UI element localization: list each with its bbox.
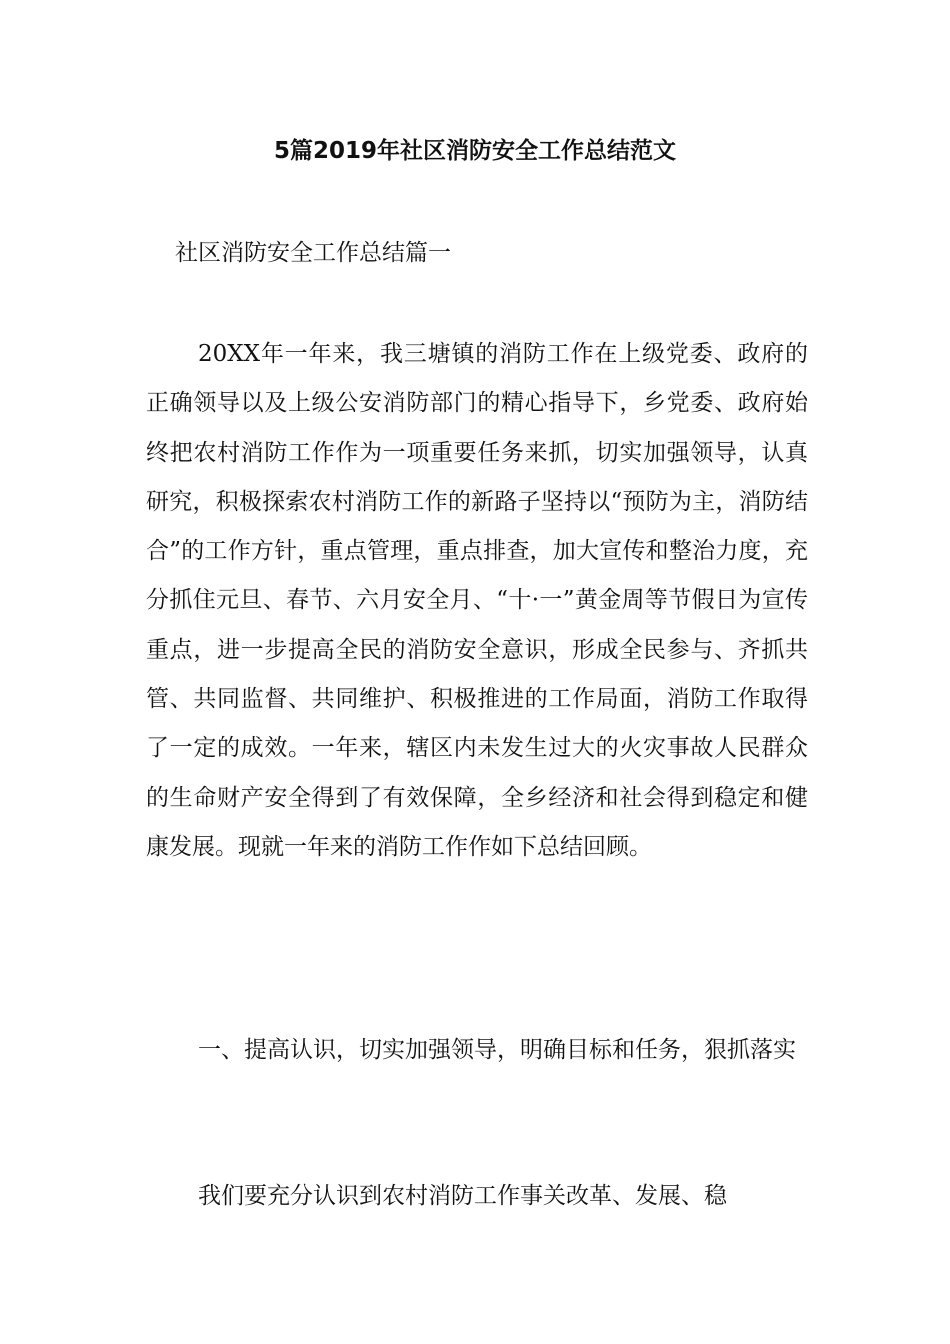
section-heading: 社区消防安全工作总结篇一 [175, 240, 451, 266]
body-paragraph: 我们要充分认识到农村消防工作事关改革、发展、稳 [198, 1183, 727, 1209]
document-title: 5篇2019年社区消防安全工作总结范文 [273, 138, 677, 164]
body-paragraph: 一、提高认识，切实加强领导，明确目标和任务，狠抓落实 [198, 1037, 796, 1063]
body-paragraph: 20XX年一年来，我三塘镇的消防工作在上级党委、政府的正确领导以及上级公安消防部门的精心指导下，乡党委、政府始终把农村消防工作作为一项重要任务来抓，切实加强领导，认真研究，积极探索农村消防工作的新路子坚持以“预防为主，消防结合”的工作方针，重点管理，重点排查，加大宣传和整治力度，充分抓住元旦、春节、六月安全月、“十·一”黄金周等节假日为宣传重点，进一步提高全民的消防安全意识，形成全民参与、齐抓共管、共同监督、共同维护、积极推进的工作局面，消防工作取得了一定的成效。一年来，辖区内未发生过大的火灾事故人民群众的生命财产安全得到了有效保障，全乡经济和社会得到稳定和健康发展。现就一年来的消防工作作如下总结回顾。 [146, 341, 808, 860]
